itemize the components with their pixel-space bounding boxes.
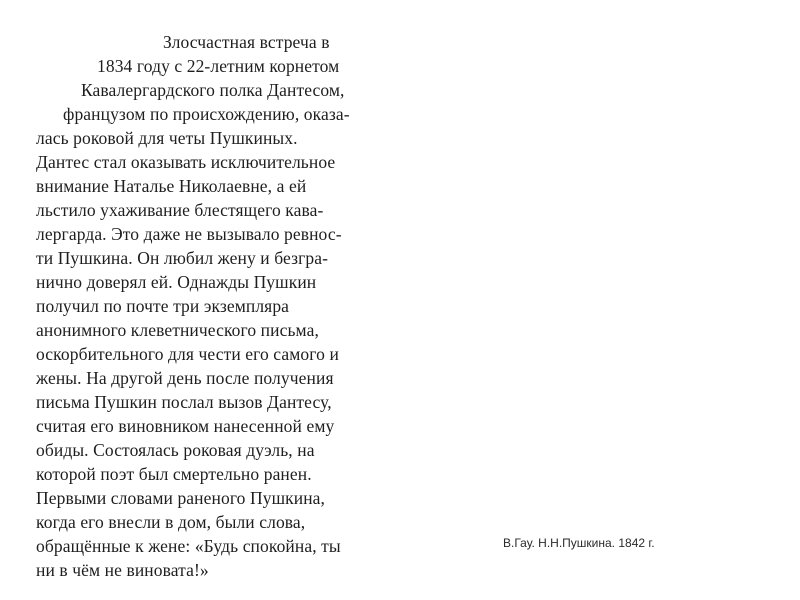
- text-line: получил по почте три экземпляра: [36, 296, 290, 316]
- text-line: Злосчастная встреча в: [163, 32, 330, 52]
- text-line: 1834 году с 22-летним корнетом: [97, 56, 340, 76]
- text-line: Первыми словами раненого Пушкина,: [36, 488, 326, 508]
- text-line: ти Пушкина. Он любил жену и безгра-: [36, 248, 329, 268]
- text-line: французом по происхождению, оказа-: [63, 104, 350, 124]
- text-line: Дантес стал оказывать исключительное: [36, 152, 336, 172]
- text-line: Кавалергардского полка Дантесом,: [81, 80, 345, 100]
- text-line: внимание Наталье Николаевне, а ей: [36, 176, 307, 196]
- text-line: жены. На другой день после получения: [36, 368, 334, 388]
- text-line: считая его виновником нанесенной ему: [36, 416, 335, 436]
- text-line: оскорбительного для чести его самого и: [36, 344, 339, 364]
- text-line: обиды. Состоялась роковая дуэль, на: [36, 440, 315, 460]
- text-line: лергарда. Это даже не вызывало ревнос-: [36, 224, 342, 244]
- text-line: обращённые к жене: «Будь спокойна, ты: [36, 536, 341, 556]
- image-caption: В.Гау. Н.Н.Пушкина. 1842 г.: [503, 536, 655, 550]
- text-line: ни в чём не виновата!»: [36, 560, 209, 580]
- text-line: анонимного клеветнического письма,: [36, 320, 319, 340]
- text-line: лась роковой для четы Пушкиных.: [36, 128, 298, 148]
- text-line: письма Пушкин послал вызов Дантесу,: [36, 392, 332, 412]
- text-line: льстило ухаживание блестящего кава-: [36, 200, 324, 220]
- text-line: которой поэт был смертельно ранен.: [36, 464, 312, 484]
- text-line: нично доверял ей. Однажды Пушкин: [36, 272, 317, 292]
- text-line: когда его внесли в дом, были слова,: [36, 512, 306, 532]
